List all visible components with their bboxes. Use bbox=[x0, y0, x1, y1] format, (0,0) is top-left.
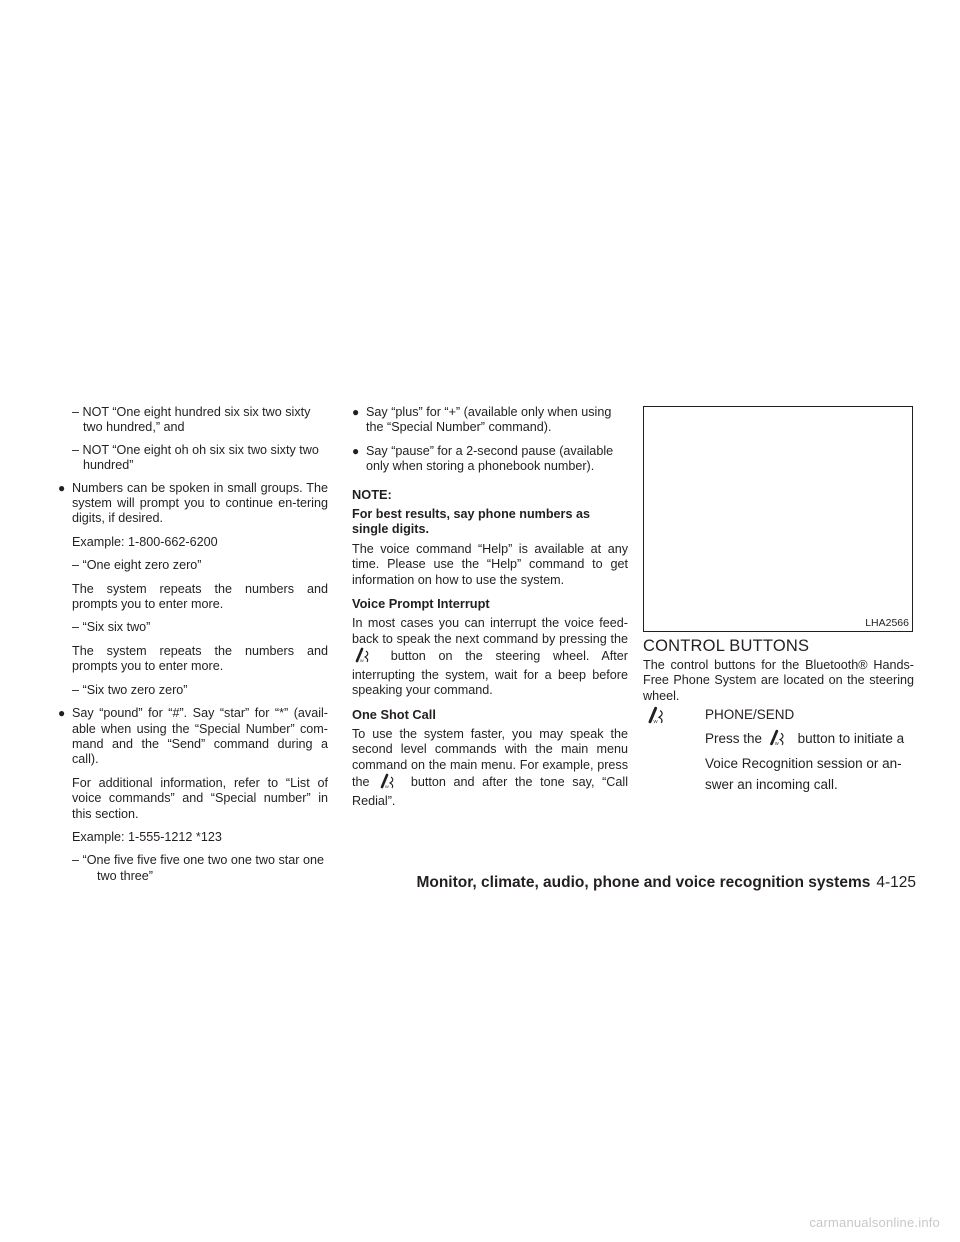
dash-item: – NOT “One eight oh oh six six two sixty two hundred” bbox=[72, 442, 319, 473]
figure-label: LHA2566 bbox=[865, 617, 909, 629]
section-title: CONTROL BUTTONS bbox=[643, 637, 810, 655]
watermark: carmanualsonline.info bbox=[809, 1215, 940, 1230]
dash-item: – “Six two zero zero” bbox=[72, 682, 188, 697]
phone-send-icon bbox=[646, 706, 672, 729]
example-text: Example: 1-800-662-6200 bbox=[72, 534, 218, 549]
bullet-item bbox=[352, 444, 628, 475]
bullet-item bbox=[58, 481, 328, 527]
bullet-item bbox=[352, 405, 628, 436]
bullet-text: Numbers can be spoken in small groups. The system will prompt you to continue en-tering digits, if desired. bbox=[72, 480, 328, 526]
page-footer bbox=[416, 874, 916, 892]
figure-box bbox=[643, 406, 913, 632]
control-name: PHONE/SEND bbox=[705, 707, 795, 722]
text-run: button on the steering wheel. After interrupting the system, wait for a beep before speaking your command. bbox=[352, 649, 628, 698]
bullet-text: Say “pound” for “#”. Say “star” for “*” (avail-able when using the “Special Number” com-mand and the “Send” command during a call). bbox=[72, 706, 328, 767]
dash-item: – “One five five five one two one two star one two three” bbox=[72, 853, 325, 883]
dash-item: – “One eight zero zero” bbox=[72, 558, 202, 573]
svg-text:W: W bbox=[653, 718, 658, 724]
footer-title: Monitor, climate, audio, phone and voice recognition systems bbox=[416, 874, 871, 891]
phone-send-icon bbox=[379, 773, 401, 793]
dash-item: – “Six six two” bbox=[72, 620, 151, 635]
body-text bbox=[352, 616, 628, 698]
text-run: button and after the tone say, “Call Redial”. bbox=[352, 775, 629, 808]
section-heading: One Shot Call bbox=[352, 706, 436, 722]
text-run: To use the system faster, you may speak the second level commands with the main menu command on the main menu. For example, press the bbox=[352, 726, 628, 790]
bullet-text: Say “plus” for “+” (available only when using the “Special Number” command). bbox=[366, 405, 612, 435]
example-text: Example: 1-555-1212 *123 bbox=[72, 829, 222, 844]
body-text: The system repeats the numbers and prompts you to enter more. bbox=[72, 643, 328, 674]
text-run: button to initiate a Voice Recognition session or an-swer an incoming call. bbox=[705, 731, 905, 792]
left-column bbox=[58, 405, 328, 891]
bullet-item bbox=[58, 706, 328, 768]
svg-text:W: W bbox=[385, 784, 389, 790]
intro-text: The control buttons for the Bluetooth® Hands-Free Phone System are located on the steering wheel. bbox=[643, 658, 914, 703]
bullet-icon: ● bbox=[58, 706, 66, 721]
phone-send-icon bbox=[768, 729, 792, 753]
body-text: The system repeats the numbers and prompts you to enter more. bbox=[72, 581, 328, 612]
phone-send-icon bbox=[354, 647, 376, 667]
page-number: 4-125 bbox=[876, 874, 916, 891]
note-body: For best results, say phone numbers as single digits. bbox=[352, 507, 590, 537]
text-run: In most cases you can interrupt the voice feed-back to speak the next command by pressing the bbox=[352, 616, 628, 646]
note-heading: NOTE: bbox=[352, 486, 392, 502]
bullet-icon: ● bbox=[352, 405, 360, 419]
svg-text:W: W bbox=[774, 740, 779, 746]
svg-text:W: W bbox=[360, 658, 364, 664]
dash-item: – NOT “One eight hundred six six two sixty two hundred,” and bbox=[72, 405, 311, 435]
control-description bbox=[705, 728, 920, 796]
bullet-text: Say “pause” for a 2-second pause (available only when storing a phonebook number). bbox=[366, 443, 614, 474]
body-text bbox=[352, 727, 628, 809]
middle-column bbox=[352, 405, 628, 817]
section-heading: Voice Prompt Interrupt bbox=[352, 596, 490, 612]
body-text: For additional information, refer to “List of voice commands” and “Special number” in this section. bbox=[72, 775, 328, 821]
bullet-icon: ● bbox=[58, 480, 66, 495]
bullet-icon: ● bbox=[352, 443, 360, 458]
help-text: The voice command “Help” is available at any time. Please use the “Help” command to get information on how to use the system. bbox=[352, 541, 628, 587]
text-run: Press the bbox=[705, 731, 763, 746]
